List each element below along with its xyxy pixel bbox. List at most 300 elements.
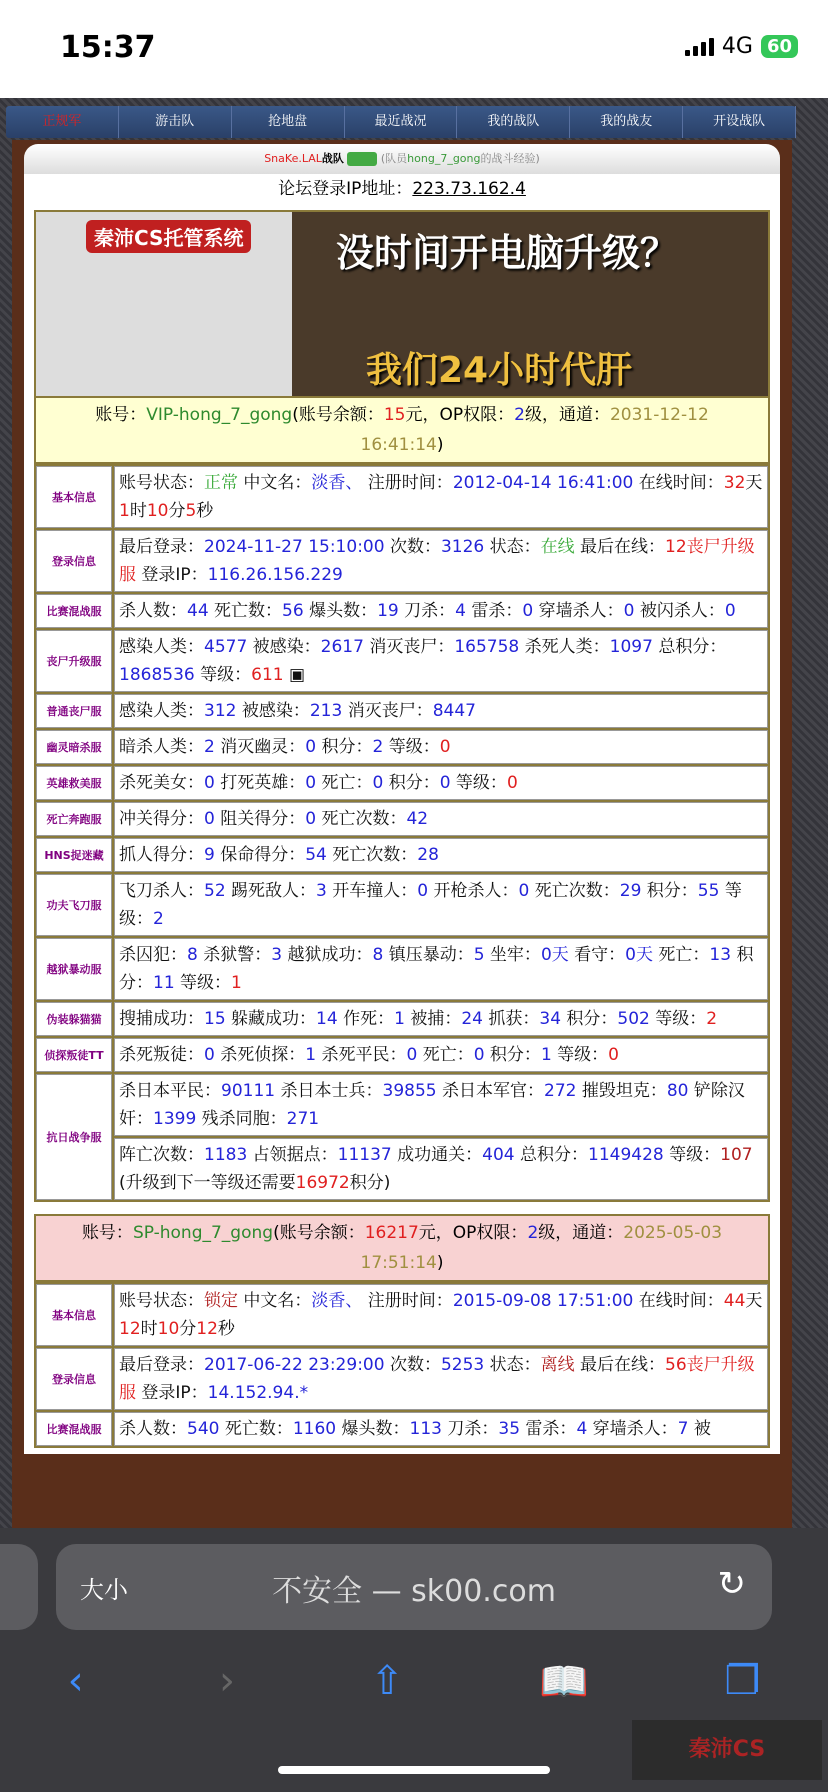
label-text: 中文名： (238, 473, 312, 493)
status-bar (0, 0, 828, 98)
value-text: 0 (439, 737, 451, 757)
label-text: 爆头数： (303, 601, 378, 621)
row-label: 功夫飞刀服 (36, 874, 112, 936)
value-text: 1183 (204, 1145, 248, 1165)
value-text: 0天 (540, 945, 569, 965)
value-text: 0 (518, 881, 530, 901)
table-row (36, 838, 768, 872)
value-text: 14.152.94.* (207, 1383, 309, 1403)
value-text: 165758 (454, 637, 520, 657)
member-name: hong_7_gong (407, 152, 481, 165)
table-row (36, 766, 768, 800)
value-text: 0 (204, 809, 215, 829)
value-text: 11137 (337, 1145, 392, 1165)
label-text: 死亡： (653, 945, 710, 965)
label-text: 等级： (194, 665, 252, 685)
team-name[interactable]: SnaKe.LAL (264, 152, 322, 165)
label-text: 杀人数： (119, 601, 187, 621)
table-row (36, 802, 768, 836)
row-label: 比赛混战服 (36, 1412, 112, 1446)
label-text: 登录IP： (136, 1383, 208, 1403)
label-text: 开枪杀人： (428, 881, 519, 901)
label-text: 等级： (663, 1145, 721, 1165)
value-text: 7 (677, 1419, 689, 1439)
label-text: 抓人得分： (119, 845, 204, 865)
row-label: 丧尸升级服 (36, 630, 112, 692)
table-row (36, 1138, 768, 1200)
label-text: 在线时间： (633, 473, 724, 493)
value-text: 2 (527, 1223, 539, 1243)
value-text: 2025-05-03 17:51:14 (360, 1223, 723, 1273)
value-text: 13 (709, 945, 732, 965)
label-text: 感染人类： (119, 637, 204, 657)
label-text: 飞刀杀人： (119, 881, 204, 901)
label-text: 天 (745, 1291, 763, 1311)
row-label: HNS捉迷藏 (36, 838, 112, 872)
value-text: 1 (119, 501, 130, 521)
address-bar[interactable] (56, 1544, 772, 1630)
label-text: 总积分： (514, 1145, 589, 1165)
label-text: 爆头数： (336, 1419, 410, 1439)
row-label: 越狱暴动服 (36, 938, 112, 1000)
label-text: 保命得分： (214, 845, 306, 865)
label-text: 穿墙杀人： (587, 1419, 678, 1439)
value-text: 2 (514, 405, 525, 425)
label-text: 积分： (383, 773, 440, 793)
table-row (36, 1284, 768, 1346)
value-text: 12丧尸升级服 (119, 537, 755, 585)
value-text: 52 (204, 881, 226, 901)
value-text: 0 (623, 601, 635, 621)
label-text: 等级： (174, 973, 232, 993)
label-text: 死亡数： (219, 1419, 293, 1439)
ip-label: 论坛登录IP地址： (278, 179, 413, 199)
value-text: 2 (706, 1009, 718, 1029)
label-text: 刀杀： (441, 1419, 499, 1439)
value-text: 淡香、 (311, 473, 363, 493)
value-text: 56丧尸升级服 (119, 1355, 755, 1403)
label-text: 积分) (349, 1173, 391, 1193)
table-row (36, 874, 768, 936)
label-text: 抓获： (482, 1009, 540, 1029)
label-text: 死亡数： (208, 601, 283, 621)
label-text: ) (436, 1253, 444, 1273)
nav-item[interactable]: 开设战队 (683, 106, 796, 138)
nav-item[interactable]: 抢地盘 (232, 106, 345, 138)
label-text: 杀日本军官： (436, 1081, 544, 1101)
row-value (114, 766, 768, 800)
row-value (114, 874, 768, 936)
value-text: 16972 (295, 1173, 350, 1193)
row-label: 登录信息 (36, 1348, 112, 1410)
value-text: SP-hong_7_gong (132, 1223, 274, 1243)
forward-icon[interactable]: › (219, 1658, 236, 1704)
row-label: 比赛混战服 (36, 594, 112, 628)
value-text: 14 (316, 1009, 338, 1029)
value-text: 0 (473, 1045, 485, 1065)
label-text: 镇压暴动： (383, 945, 474, 965)
value-text: 28 (417, 845, 439, 865)
account-stats-table (34, 464, 770, 1202)
row-value (114, 1284, 768, 1346)
label-text: 登录IP： (136, 565, 208, 585)
label-text: 账号状态： (119, 1291, 204, 1311)
label-text: ▣ (283, 665, 306, 685)
member-suffix: 的战斗经验) (480, 152, 540, 165)
label-text: 时 (140, 1319, 158, 1339)
value-text: 4577 (204, 637, 248, 657)
label-text: 杀日本士兵： (275, 1081, 383, 1101)
value-text: 0 (305, 773, 317, 793)
label-text: 被感染： (236, 701, 310, 721)
label-text: 阻关得分： (214, 809, 306, 829)
label-text: 元，OP权限： (405, 405, 515, 425)
battery-icon: 60 (761, 35, 798, 58)
team-header (24, 144, 780, 174)
value-text: 39855 (382, 1081, 437, 1101)
label-text: 秒 (196, 501, 214, 521)
value-text: 15 (383, 405, 406, 425)
label-text: 在线时间： (633, 1291, 724, 1311)
label-text: 杀死美女： (119, 773, 204, 793)
watermark-logo: 秦沛CS (632, 1720, 822, 1780)
label-text: 摧毁坦克： (576, 1081, 667, 1101)
nav-item[interactable]: 我的战队 (457, 106, 570, 138)
nav-item[interactable]: 正规军 (6, 106, 119, 138)
row-label: 英雄救美服 (36, 766, 112, 800)
value-text: 4 (455, 601, 466, 621)
value-text: 0 (372, 773, 384, 793)
label-text: 最后在线： (574, 1355, 666, 1375)
value-text: 0 (305, 737, 317, 757)
home-indicator (278, 1766, 550, 1774)
label-text: 注册时间： (362, 473, 453, 493)
label-text: 分 (179, 1319, 197, 1339)
label-text: 等级： (119, 881, 742, 929)
value-text: 502 (617, 1009, 650, 1029)
value-text: 44 (187, 601, 209, 621)
label-text: 越狱成功： (282, 945, 373, 965)
label-text: 杀人数： (119, 1419, 187, 1439)
row-label: 侦探叛徒TT (36, 1038, 112, 1072)
label-text: 次数： (384, 1355, 441, 1375)
value-text: 0 (439, 773, 451, 793)
value-text: 8 (187, 945, 198, 965)
label-text: 杀死侦探： (214, 1045, 306, 1065)
label-text: 级，通道： (538, 1223, 624, 1243)
forum-ip-line (24, 174, 780, 204)
label-text: 死亡： (316, 773, 373, 793)
value-text: 80 (666, 1081, 689, 1101)
label-text: 踢死敌人： (225, 881, 317, 901)
member-prefix: (队员 (380, 152, 408, 165)
value-text: 淡香、 (311, 1291, 363, 1311)
label-text: 感染人类： (119, 701, 204, 721)
ip-value: 223.73.162.4 (412, 179, 526, 199)
row-label: 登录信息 (36, 530, 112, 592)
row-value (114, 630, 768, 692)
value-text: 34 (539, 1009, 562, 1029)
value-text: 312 (204, 701, 237, 721)
value-text: 1097 (609, 637, 653, 657)
label-text: 被闪杀人： (634, 601, 725, 621)
value-text: 1868536 (119, 665, 195, 685)
row-value (114, 802, 768, 836)
row-label: 普通丧尸服 (36, 694, 112, 728)
value-text: 0 (406, 1045, 418, 1065)
account-panel (24, 204, 780, 1454)
row-value (114, 938, 768, 1000)
label-text: 杀死平民： (316, 1045, 407, 1065)
value-text: 2 (153, 909, 164, 929)
label-text: 积分： (484, 1045, 541, 1065)
label-text: 坐牢： (484, 945, 541, 965)
label-text: 等级： (450, 773, 507, 793)
value-text: 404 (482, 1145, 515, 1165)
label-text: 杀死叛徒： (119, 1045, 204, 1065)
value-text: 540 (187, 1419, 220, 1439)
label-text: 雷杀： (520, 1419, 577, 1439)
value-text: 2031-12-12 16:41:14 (360, 405, 709, 455)
value-text: 4 (576, 1419, 588, 1439)
value-text: 3 (271, 945, 283, 965)
label-text: 等级： (383, 737, 440, 757)
value-text: 611 (251, 665, 284, 685)
label-text: 冲关得分： (119, 809, 204, 829)
value-text: 0 (608, 1045, 619, 1065)
value-text: 15 (204, 1009, 226, 1029)
label-text: 被 (688, 1419, 711, 1439)
value-text: 11 (153, 973, 175, 993)
signal-icon (685, 38, 714, 56)
label-text: 秒 (217, 1319, 235, 1339)
label-text: 状态： (484, 537, 541, 557)
value-text: 8 (372, 945, 384, 965)
value-text: 1399 (153, 1109, 197, 1129)
table-row (36, 630, 768, 692)
label-text: 成功通关： (391, 1145, 483, 1165)
row-value (114, 466, 768, 528)
label-text: 积分： (316, 737, 373, 757)
value-text: 24 (461, 1009, 483, 1029)
table-row (36, 1002, 768, 1036)
table-row (36, 1412, 768, 1446)
label-text: 账号： (81, 1223, 133, 1243)
promo-banner[interactable] (34, 210, 770, 398)
label-text: 最后登录： (119, 1355, 204, 1375)
value-text: 0 (522, 601, 534, 621)
label-text: 元，OP权限： (418, 1223, 528, 1243)
row-value (114, 1074, 768, 1136)
row-value (114, 694, 768, 728)
label-text: 杀狱警： (197, 945, 272, 965)
value-text: 8447 (432, 701, 476, 721)
value-text: 0 (506, 773, 518, 793)
label-text: 账号状态： (119, 473, 204, 493)
value-text: 3126 (440, 537, 485, 557)
value-text: 3 (316, 881, 327, 901)
label-text: 开车撞人： (326, 881, 418, 901)
row-value (114, 730, 768, 764)
label-text: 最后在线： (574, 537, 666, 557)
table-row (36, 1074, 768, 1136)
label-text: 死亡次数： (316, 809, 407, 829)
table-row (36, 1348, 768, 1410)
previous-tab-pill[interactable] (0, 1544, 38, 1630)
text-size-button[interactable]: 大小 (80, 1576, 128, 1604)
value-text: 2 (372, 737, 384, 757)
value-text: 1160 (292, 1419, 337, 1439)
label-text: 中文名： (238, 1291, 312, 1311)
row-label: 死亡奔跑服 (36, 802, 112, 836)
value-text: 12 (119, 1319, 141, 1339)
value-text: 1 (305, 1045, 317, 1065)
label-text: 躲藏成功： (225, 1009, 317, 1029)
value-text: 1 (394, 1009, 405, 1029)
label-text: 被感染： (247, 637, 321, 657)
value-text: 在线 (540, 537, 575, 557)
team-suffix: 战队 (321, 152, 344, 165)
nav-item[interactable]: 游击队 (119, 106, 232, 138)
value-text: 113 (409, 1419, 442, 1439)
account-header (34, 398, 770, 464)
value-text: 10 (146, 501, 169, 521)
value-text: 35 (498, 1419, 521, 1439)
table-row (36, 1038, 768, 1072)
value-text: 0 (204, 773, 215, 793)
value-text: 1 (540, 1045, 552, 1065)
top-nav (6, 106, 796, 138)
account-header (34, 1214, 770, 1282)
value-text: 90111 (221, 1081, 276, 1101)
nav-item[interactable]: 最近战况 (345, 106, 458, 138)
label-text: 杀囚犯： (119, 945, 187, 965)
value-text: 2012-04-14 16:41:00 (452, 473, 634, 493)
label-text: 时 (129, 501, 147, 521)
label-text: 次数： (384, 537, 441, 557)
banner-headline: 没时间开电脑升级？ (336, 231, 679, 275)
label-text: 等级： (551, 1045, 609, 1065)
value-text: 2024-11-27 15:10:00 (204, 537, 385, 557)
row-value (114, 1412, 768, 1446)
value-text: 54 (305, 845, 327, 865)
label-text: 等级： (649, 1009, 707, 1029)
tabs-icon[interactable]: ❐ (724, 1658, 761, 1704)
value-text: 55 (697, 881, 720, 901)
value-text: 2015-09-08 17:51:00 (452, 1291, 634, 1311)
label-text: 死亡： (417, 1045, 474, 1065)
table-row (36, 530, 768, 592)
reload-icon[interactable]: ↻ (717, 1564, 746, 1604)
label-text: 消灭丧尸： (363, 637, 455, 657)
value-text: 2 (204, 737, 215, 757)
value-text: 1 (231, 973, 242, 993)
label-text: 积分： (119, 945, 754, 993)
value-text: 213 (309, 701, 343, 721)
value-text: 5253 (440, 1355, 485, 1375)
value-text: 0天 (625, 945, 653, 965)
label-text: 残杀同胞： (196, 1109, 287, 1129)
label-text: 死亡次数： (326, 845, 418, 865)
nav-item[interactable]: 我的战友 (570, 106, 683, 138)
label-text: 阵亡次数： (119, 1145, 204, 1165)
value-text: 5 (185, 501, 197, 521)
value-text: 10 (157, 1319, 180, 1339)
share-icon[interactable]: ⇧ (370, 1658, 404, 1704)
team-logo-icon (347, 152, 377, 166)
label-text: 状态： (484, 1355, 541, 1375)
value-text: 32 (723, 473, 746, 493)
value-text: 42 (406, 809, 429, 829)
value-text: 0 (204, 1045, 215, 1065)
banner-logo: 秦沛CS托管系统 (86, 220, 251, 253)
label-text: 占领据点： (247, 1145, 338, 1165)
value-text: 2617 (320, 637, 364, 657)
label-text: 铲除汉奸： (119, 1081, 745, 1129)
value-text: 16217 (364, 1223, 419, 1243)
row-label: 基本信息 (36, 1284, 112, 1346)
row-label: 伪装躲猫猫 (36, 1002, 112, 1036)
row-value (114, 1348, 768, 1410)
value-text: 56 (282, 601, 304, 621)
value-text: 29 (619, 881, 642, 901)
label-text: 搜捕成功： (119, 1009, 204, 1029)
back-icon[interactable]: ‹ (67, 1658, 84, 1704)
value-text: 271 (286, 1109, 320, 1129)
row-label: 幽灵暗杀服 (36, 730, 112, 764)
table-row (36, 938, 768, 1000)
label-text: 消灭丧尸： (342, 701, 433, 721)
label-text: 刀杀： (398, 601, 456, 621)
value-text: 正常 (204, 473, 238, 493)
label-text: 分 (168, 501, 186, 521)
value-text: 0 (417, 881, 429, 901)
label-text: 账号： (95, 405, 147, 425)
row-value (114, 530, 768, 592)
value-text: 5 (473, 945, 485, 965)
network-type: 4G (721, 34, 753, 59)
url-text[interactable]: 不安全 — sk00.com (272, 1574, 556, 1609)
label-text: 积分： (561, 1009, 618, 1029)
value-text: 107 (720, 1145, 753, 1165)
label-text: 积分： (641, 881, 698, 901)
label-text: 打死英雄： (214, 773, 306, 793)
table-row (36, 594, 768, 628)
label-text: 雷杀： (465, 601, 523, 621)
value-text: 离线 (540, 1355, 575, 1375)
label-text: 最后登录： (119, 537, 204, 557)
row-value (114, 594, 768, 628)
banner-subline: 我们24小时代肝 (366, 350, 633, 391)
value-text: 116.26.156.229 (207, 565, 343, 585)
label-text: 注册时间： (362, 1291, 453, 1311)
label-text: (账号余额： (273, 1223, 365, 1243)
label-text: 作死： (337, 1009, 395, 1029)
value-text: 0 (305, 809, 317, 829)
bookmarks-icon[interactable]: 📖 (539, 1659, 590, 1705)
label-text: (账号余额： (292, 405, 384, 425)
row-value (114, 1138, 768, 1200)
label-text: 杀死人类： (519, 637, 610, 657)
clock: 15:37 (60, 30, 156, 65)
label-text: 级，通道： (524, 405, 610, 425)
value-text: 0 (724, 601, 736, 621)
value-text: 1149428 (588, 1145, 664, 1165)
content-frame (12, 140, 792, 1540)
row-value (114, 1038, 768, 1072)
label-text: 杀日本平民： (119, 1081, 221, 1101)
row-value (114, 1002, 768, 1036)
